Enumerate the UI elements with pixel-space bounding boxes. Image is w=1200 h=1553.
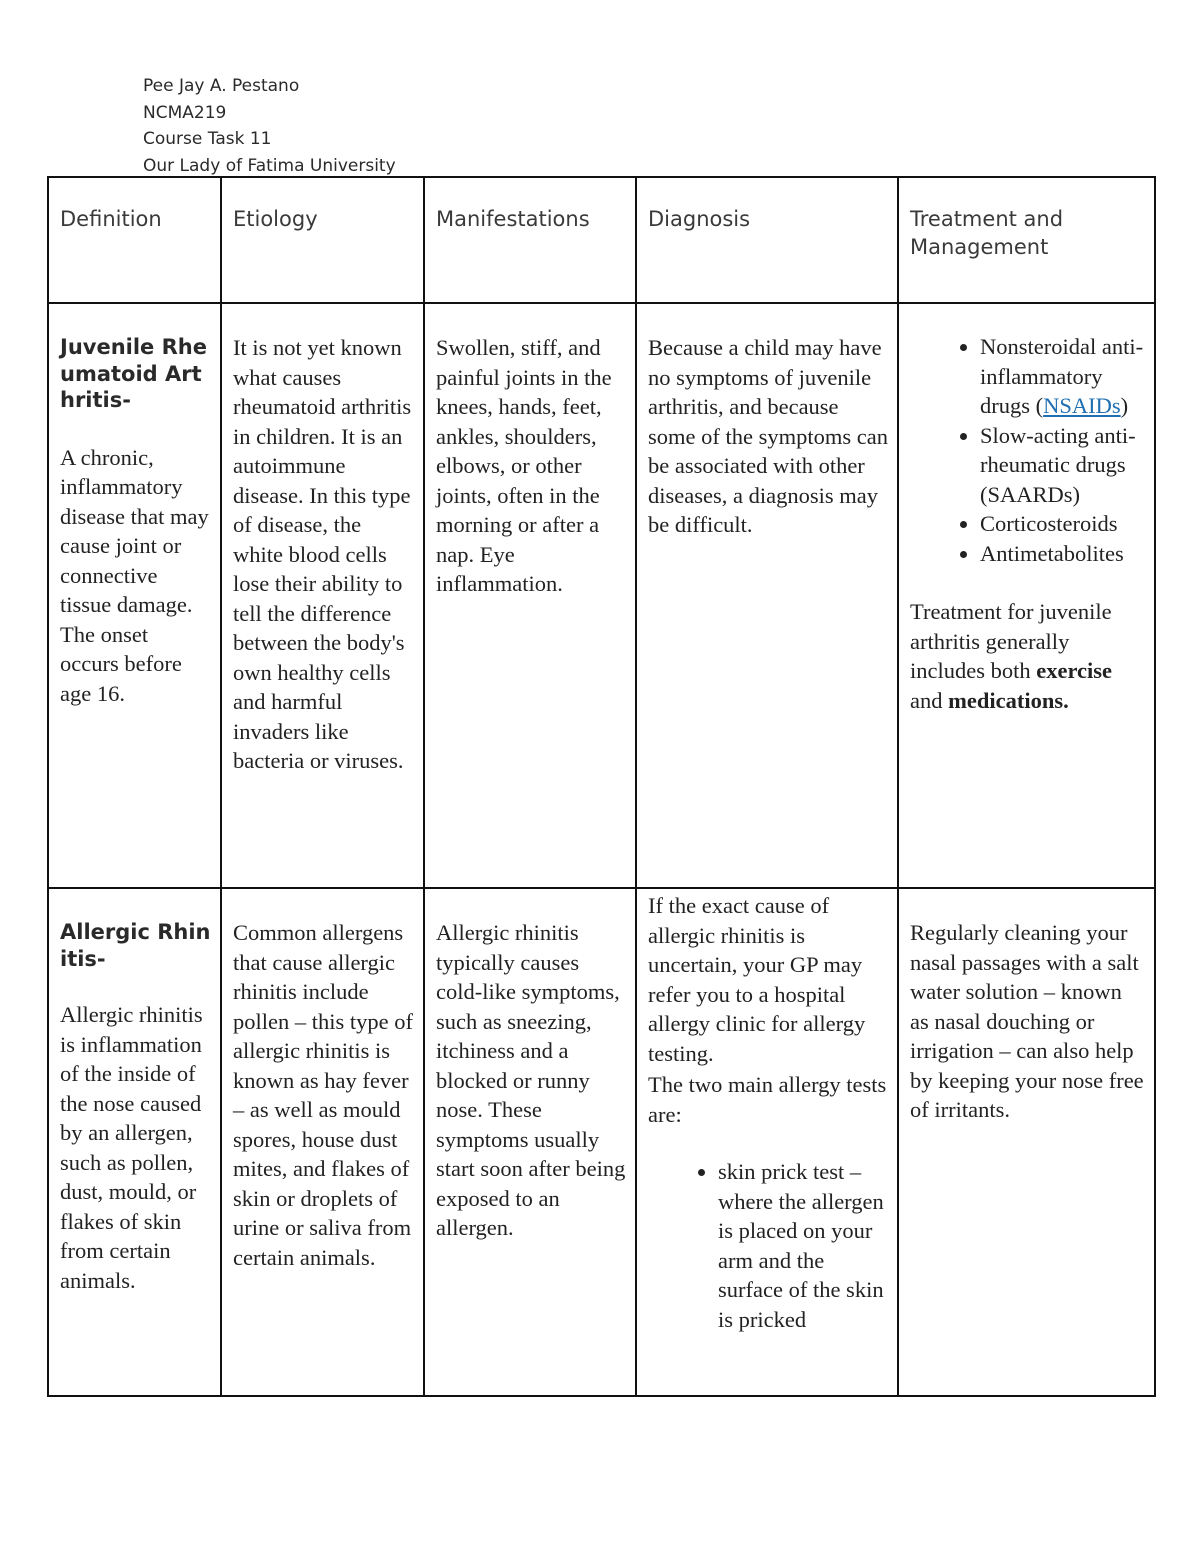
treatment-list: [910, 332, 1146, 568]
disease-table: [47, 176, 1156, 1397]
diagnosis-cell: [636, 888, 898, 1396]
col-header-manifestations: Manifestations: [424, 177, 636, 303]
list-item: • Corticosteroids: [980, 509, 1146, 539]
treatment-cell: [898, 303, 1155, 888]
treatment-note: Treatment for juvenile arthritis generally includes both exercise and medications.: [910, 599, 1113, 713]
header-row: [48, 177, 1155, 303]
manifestations-cell: [424, 888, 636, 1396]
manifestations-text: Swollen, stiff, and painful joints in the knees, hands, feet, ankles, shoulders, elbows, or other joints, often in the morning or after a nap. Eye inflammation.: [436, 335, 612, 596]
table-row-jra: [48, 303, 1155, 888]
diagnosis-cell: [636, 303, 898, 888]
course-code: NCMA219: [143, 102, 227, 123]
allergy-tests-list: [648, 1157, 889, 1334]
col-header-definition: Definition: [48, 177, 221, 303]
diagnosis-text: Because a child may have no symptoms of juvenile arthritis, and because some of the symptoms can be associated with other diseases, a diagnosis may be difficult.: [648, 335, 888, 537]
definition-text: A chronic, inflammatory disease that may cause joint or connective tissue damage. The onset occurs before age 16.: [60, 444, 209, 706]
disease-name: Allergic Rhinitis-: [60, 920, 211, 971]
disease-name: Juvenile Rheumatoid Arthritis-: [60, 335, 207, 412]
task-title: Course Task 11: [143, 129, 272, 149]
definition-cell: [48, 303, 221, 888]
manifestations-cell: [424, 303, 636, 888]
etiology-text: It is not yet known what causes rheumatoid arthritis in children. It is an autoimmune disease. In this type of disease, the white blood cells lose their ability to tell the difference between the body's own healthy cells and harmful invaders like bacteria or viruses.: [233, 335, 412, 773]
etiology-cell: [221, 888, 424, 1396]
list-item: • Antimetabolites: [980, 539, 1146, 569]
list-item: • Nonsteroidal anti-inflammatory drugs (NSAIDs): [980, 332, 1146, 421]
table-row-allergic-rhinitis: [48, 888, 1155, 1396]
document-header: [143, 73, 396, 179]
diagnosis-text: If the exact cause of allergic rhinitis is uncertain, your GP may refer you to a hospital allergy clinic for allergy testing.: [648, 893, 866, 1066]
etiology-cell: [221, 303, 424, 888]
definition-text: Allergic rhinitis is inflammation of the inside of the nose caused by an allergen, such as pollen, dust, mould, or flakes of skin from certain animals.: [60, 1002, 203, 1293]
school-name: Our Lady of Fatima University: [143, 155, 396, 176]
col-header-etiology: Etiology: [221, 177, 424, 303]
definition-cell: [48, 888, 221, 1396]
etiology-text: Common allergens that cause allergic rhinitis include pollen – this type of allergic rhinitis is known as hay fever – as well as mould spores, house dust mites, and flakes of skin or droplets of urine or saliva from certain animals.: [233, 920, 413, 1270]
list-item: • Slow-acting anti-rheumatic drugs (SAARDs): [980, 421, 1146, 510]
col-header-treatment: Treatment and Management: [898, 177, 1155, 303]
diagnosis-tests-intro: The two main allergy tests are:: [648, 1072, 887, 1127]
author-name: Pee Jay A. Pestano: [143, 76, 300, 96]
manifestations-text: Allergic rhinitis typically causes cold-like symptoms, such as sneezing, itchiness and a blocked or runny nose. These symptoms usually start soon after being exposed to an allergen.: [436, 920, 626, 1240]
treatment-text: Regularly cleaning your nasal passages with a salt water solution – known as nasal douching or irrigation – can also help by keeping your nose free of irritants.: [910, 920, 1144, 1122]
col-header-diagnosis: Diagnosis: [636, 177, 898, 303]
nsaids-link[interactable]: NSAIDs: [1043, 393, 1121, 418]
list-item: • skin prick test – where the allergen is placed on your arm and the surface of the skin is pricked: [718, 1157, 889, 1334]
treatment-cell: [898, 888, 1155, 1396]
